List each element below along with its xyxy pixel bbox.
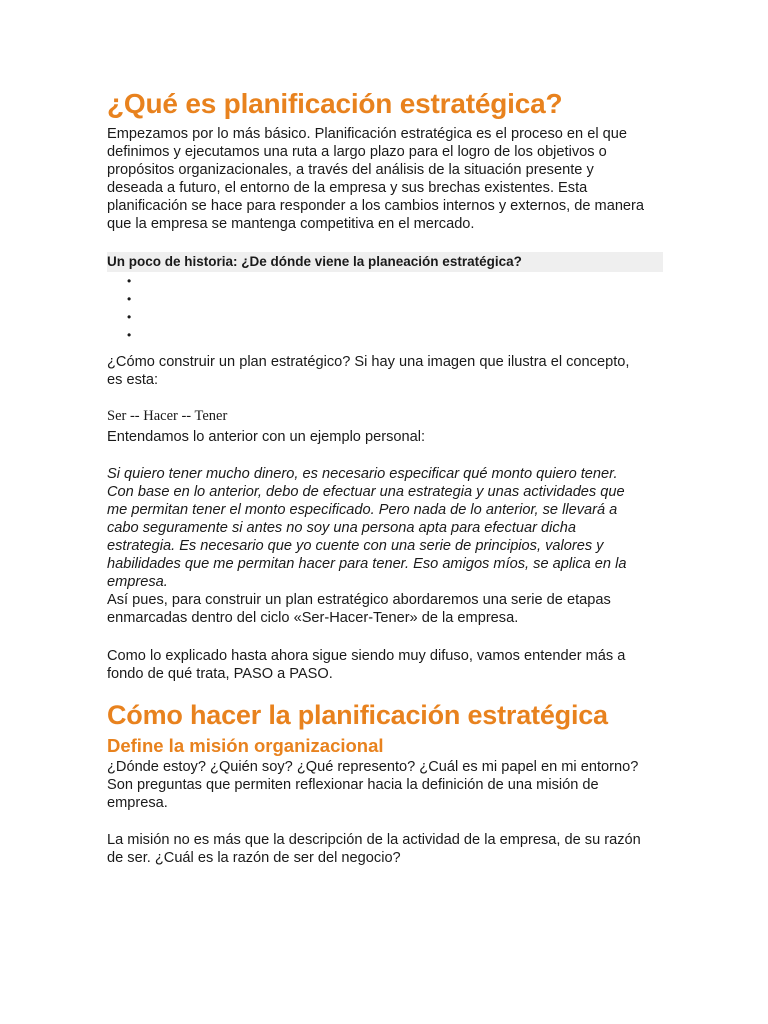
personal-example-intro: Entendamos lo anterior con un ejemplo personal: [107,429,426,445]
ser-hacer-tener: Ser -- Hacer -- Tener [107,408,228,424]
mission-question-line: Son preguntas que permiten reflexionar hacia la definición de una misión de [107,777,599,793]
intro-line: definimos y ejecutamos una ruta a largo plazo para el logro de los objetivos o [107,144,607,160]
mission-definition-paragraph [107,831,667,867]
asi-pues-paragraph [107,591,667,627]
how-build-line: es esta: [107,372,159,388]
intro-line: deseada a futuro, el entorno de la empresa y sus brechas existentes. Esta [107,180,588,196]
mission-definition-line: de ser. ¿Cuál es la razón de ser del negocio? [107,850,401,866]
mission-question-line: ¿Dónde estoy? ¿Quién soy? ¿Qué represento? ¿Cuál es mi papel en mi entorno? [107,759,639,775]
example-line: habilidades que me permitan hacer para tener. Eso amigos míos, se aplica en la [107,556,627,572]
section-title: Cómo hacer la planificación estratégica [107,700,608,730]
example-line: cabo seguramente si antes no soy una persona apta para efectuar dicha [107,520,576,536]
mission-questions-paragraph [107,758,667,812]
example-line: me permitan tener el monto especificado. Pero nada de lo anterior, se llevará a [107,502,618,518]
example-line: Si quiero tener mucho dinero, es necesario especificar qué monto quiero tener. [107,466,618,482]
intro-line: planificación se hace para responder a los cambios internos y externos, de manera [107,198,645,214]
intro-line: propósitos organizacionales, a través del análisis de la situación presente y [107,162,594,178]
explained-line: Como lo explicado hasta ahora sigue siendo muy difuso, vamos entender más a [107,648,626,664]
asi-pues-line: Así pues, para construir un plan estratégico abordaremos una serie de etapas [107,592,611,608]
history-heading: Un poco de historia: ¿De dónde viene la planeación estratégica? [107,254,522,269]
mission-definition-line: La misión no es más que la descripción de la actividad de la empresa, de su razón [107,832,641,848]
example-line: estrategia. Es necesario que yo cuente con una serie de principios, valores y [107,538,604,554]
example-paragraph [107,465,667,591]
page-title: ¿Qué es planificación estratégica? [107,88,563,119]
how-build-line: ¿Cómo construir un plan estratégico? Si hay una imagen que ilustra el concepto, [107,354,630,370]
intro-line: Empezamos por lo más básico. Planificación estratégica es el proceso en el que [107,126,627,142]
mission-question-line: empresa. [107,795,168,811]
example-line: Con base en lo anterior, debo de efectuar una estrategia y unas actividades que [107,484,625,500]
example-line: empresa. [107,574,168,590]
how-build-paragraph [107,353,667,389]
explained-line: fondo de qué trata, PASO a PASO. [107,666,333,682]
intro-line: que la empresa se mantenga competitiva en el mercado. [107,216,475,232]
subsection-title: Define la misión organizacional [107,735,384,756]
intro-paragraph [107,125,667,233]
asi-pues-line: enmarcadas dentro del ciclo «Ser-Hacer-Tener» de la empresa. [107,610,519,626]
explained-paragraph [107,647,667,683]
